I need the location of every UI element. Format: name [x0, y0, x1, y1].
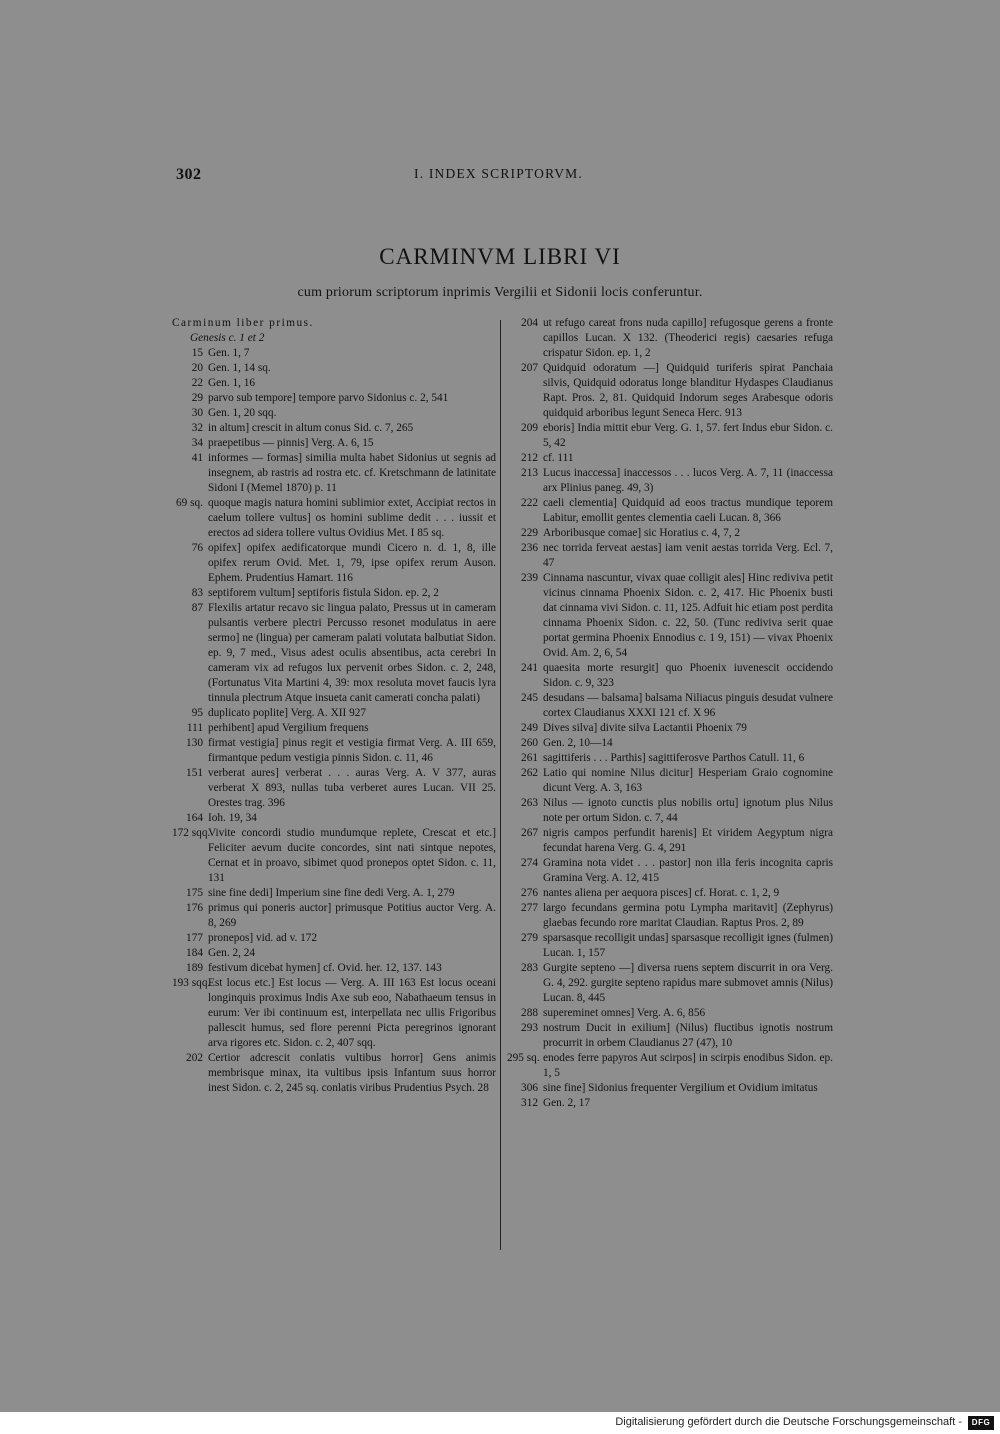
verse-number: 184	[186, 947, 203, 959]
index-entry	[172, 811, 496, 826]
entry-text: Dives silva] divite silva Lactantii Phoenix 79	[543, 722, 747, 734]
entry-text: nostrum Ducit in exilium] (Nilus) fluctibus ignotis nostrum procurrit in orbem Claudianus 27 (47), 10	[543, 1022, 833, 1049]
entry-text: sparsasque recolligit undas] sparsasque recolligit ignes (fulmen) Lucan. 1, 157	[543, 932, 833, 959]
index-entry	[507, 901, 833, 931]
index-entry	[172, 1051, 496, 1096]
verse-number: 229	[521, 527, 538, 539]
index-entry	[507, 1021, 833, 1051]
index-entry	[172, 946, 496, 961]
entry-text: largo fecundans germina potu Lympha maritavit] (Zephyrus) glaebas fecundo rore maritat Claudian. Raptus Pros. 2, 89	[543, 902, 833, 929]
verse-number: 239	[521, 572, 538, 584]
verse-number: 288	[521, 1007, 538, 1019]
verse-number: 175	[186, 887, 203, 899]
verse-number: 213	[521, 467, 538, 479]
entry-text: Gen. 1, 7	[208, 347, 250, 359]
index-entry	[172, 541, 496, 586]
index-entry	[172, 496, 496, 541]
verse-number: 306	[521, 1082, 538, 1094]
book-subheading: Genesis c. 1 et 2	[190, 332, 265, 344]
verse-number: 277	[521, 902, 538, 914]
entry-text: nigris campos perfundit harenis] Et viridem Aegyptum nigra fecundat harena Verg. G. 4, 291	[543, 827, 833, 854]
entry-text: Gen. 1, 20 sqq.	[208, 407, 277, 419]
entry-text: ut refugo careat frons nuda capillo] refugosque gerens a fronte capillos Lucan. X 132. (Theoderici regis) caesaries refuga crispatur Sidon. ep. 1, 2	[543, 317, 833, 359]
entry-text: septiforem vultum] septiforis fistula Sidon. ep. 2, 2	[208, 587, 439, 599]
index-entry	[507, 1006, 833, 1021]
entry-text: verberat aures] verberat . . . auras Verg. A. V 377, auras verberat X 893, nullas tuba verberet aures Lucan. VII 25. Orestes trag. 396	[208, 767, 496, 809]
footer-bar	[0, 1412, 1000, 1434]
entry-text: Nilus — ignoto cunctis plus nobilis ortu] ignotum plus Nilus note per ortum Sidon. c. 7, 44	[543, 797, 833, 824]
verse-number: 151	[186, 767, 203, 779]
index-entry	[172, 421, 496, 436]
entry-text: Latio qui nomine Nilus dicitur] Hesperiam Graio cognomine dicunt Verg. A. 3, 163	[543, 767, 833, 794]
verse-number: 189	[186, 962, 203, 974]
entry-text: quoque magis natura homini sublimior extet, Accipiat rectos in caelum tollere vultus] os homini sublime dedit . . . iussit et erectos ad sidera tollere vultus Ovidius Met. I 85 sq.	[208, 497, 496, 539]
index-entry	[172, 826, 496, 886]
verse-number: 193 sqq.	[172, 977, 211, 989]
entry-text: in altum] crescit in altum conus Sid. c. 7, 265	[208, 422, 414, 434]
verse-number: 32	[191, 422, 203, 434]
index-entry	[507, 661, 833, 691]
index-entry	[172, 361, 496, 376]
entry-text: Gen. 2, 24	[208, 947, 256, 959]
verse-number: 262	[521, 767, 538, 779]
entry-text: Gen. 1, 16	[208, 377, 256, 389]
entry-text: perhibent] apud Vergilium frequens	[208, 722, 369, 734]
index-entry	[172, 931, 496, 946]
verse-number: 274	[521, 857, 538, 869]
dfg-logo: DFG	[968, 1416, 994, 1430]
index-entry	[172, 586, 496, 601]
entry-text: nec torrida ferveat aestas] iam venit aestas torrida Verg. Ecl. 7, 47	[543, 542, 833, 569]
index-entry	[172, 886, 496, 901]
index-entry	[507, 886, 833, 901]
index-entry	[507, 961, 833, 1006]
verse-number: 176	[186, 902, 203, 914]
page-number: 302	[176, 166, 202, 183]
index-entry	[172, 346, 496, 361]
verse-number: 34	[191, 437, 203, 449]
column-divider	[500, 320, 501, 1250]
entry-text: informes — formas] similia multa habet Sidonius ut segnis ad insegnem, ab rastris ad rostra etc. cf. Kretschmann de latinitate Sidoni I (Memel 1870) p. 11	[208, 452, 496, 494]
verse-number: 249	[521, 722, 538, 734]
verse-number: 261	[521, 752, 538, 764]
entry-text: duplicato poplite] Verg. A. XII 927	[208, 707, 367, 719]
left-entries	[172, 346, 496, 1096]
verse-number: 283	[521, 962, 538, 974]
index-entry	[507, 1096, 833, 1111]
verse-number: 202	[186, 1052, 203, 1064]
index-entry	[507, 721, 833, 736]
entry-text: Ioh. 19, 34	[208, 812, 257, 824]
entry-text: nantes aliena per aequora pisces] cf. Horat. c. 1, 2, 9	[543, 887, 780, 899]
entry-text: sine fine] Sidonius frequenter Vergilium et Ovidium imitatus	[543, 1082, 818, 1094]
right-column	[507, 316, 833, 1111]
entry-text: enodes ferre papyros Aut scirpos] in scirpis enodibus Sidon. ep. 1, 5	[543, 1052, 833, 1079]
index-entry	[172, 901, 496, 931]
section-title: CARMINVM LIBRI VI	[379, 244, 621, 269]
verse-number: 209	[521, 422, 538, 434]
verse-number: 204	[521, 317, 538, 329]
entry-text: Gramina nota videt . . . pastor] non illa feris incognita capris Gramina Verg. A. 12, 415	[543, 857, 833, 884]
index-entry	[507, 421, 833, 451]
verse-number: 172 sqq.	[172, 827, 211, 839]
section-subtitle: cum priorum scriptorum inprimis Vergilii et Sidonii locis conferuntur.	[297, 285, 703, 300]
verse-number: 260	[521, 737, 538, 749]
index-entry	[507, 826, 833, 856]
index-entry	[507, 466, 833, 496]
index-entry	[172, 961, 496, 976]
verse-number: 30	[191, 407, 203, 419]
verse-number: 295 sq.	[507, 1052, 540, 1064]
entry-text: opifex] opifex aedificatorque mundi Cicero n. d. 1, 8, ille opifex rerum Ovid. Met. 1, 79, ipse opifex rerum Auson. Ephem. Prudentius Hamart. 116	[208, 542, 496, 584]
index-entry	[507, 1051, 833, 1081]
verse-number: 222	[521, 497, 538, 509]
index-entry	[172, 451, 496, 496]
entry-text: Flexilis artatur recavo sic lingua palato, Pressus ut in cameram pulsantis verbere plectri Percusso resonet modulatus in aere sermo] ne (lingua) per cameram palati volutata balbutiat Sidon. ep. 9, 7 med., Visus adest oculis absentibus, acta cerebri In cameram vix ad refugos lux pervenit orbes Sidon. c. 2, 248, (Fortunatus Vita Martini 4, 39: mox resoluta movet faucis lyra tinnula plectrum Atque insueta canit camerati concha palati)	[208, 602, 496, 704]
entry-text: Certior adcrescit conlatis vultibus horror] Gens animis membrisque minax, ita vultibus ipsis Infantum suus horror inest Sidon. c. 2, 245 sq. conlatis viribus Prudentius Psych. 28	[208, 1052, 496, 1094]
verse-number: 20	[191, 362, 203, 374]
entry-text: Est locus etc.] Est locus — Verg. A. III 163 Est locus oceani longinquis proximus Indis Axe sub eoo, Nabathaeum tensus in eurum: Ver ibi continuum est, interpellata nec ullis Frigoribus pallescit humus, sed flore perenni Picta peregrinos ignorant arva rigores etc. Sidon. c. 2, 407 sqq.	[208, 977, 496, 1049]
entry-text: Gen. 2, 17	[543, 1097, 591, 1109]
index-entry	[172, 391, 496, 406]
index-entry	[172, 436, 496, 451]
book-heading: Carminum liber primus.	[172, 317, 314, 329]
verse-number: 245	[521, 692, 538, 704]
left-column	[172, 316, 496, 1096]
entry-text: caeli clementia] Quidquid ad eoos tractus mundique teporem Labitur, emollit gentes clementia caeli Lucan. 8, 366	[543, 497, 833, 524]
entry-text: Gen. 2, 10—14	[543, 737, 613, 749]
verse-number: 164	[186, 812, 203, 824]
index-entry	[507, 496, 833, 526]
entry-text: pronepos] vid. ad v. 172	[208, 932, 318, 944]
index-entry	[507, 541, 833, 571]
verse-number: 69 sq.	[176, 497, 203, 509]
index-entry	[172, 601, 496, 706]
entry-text: sine fine dedi] Imperium sine fine dedi Verg. A. 1, 279	[208, 887, 455, 899]
entry-text: cf. 111	[543, 452, 574, 464]
index-entry	[172, 976, 496, 1051]
verse-number: 22	[191, 377, 203, 389]
entry-text: firmat vestigia] pinus regit et vestigia firmat Verg. A. III 659, firmantque pedum vestigia pinnis Sidon. c. 11, 46	[208, 737, 496, 764]
index-entry	[172, 406, 496, 421]
index-entry	[507, 796, 833, 826]
index-entry	[507, 736, 833, 751]
verse-number: 41	[191, 452, 203, 464]
verse-number: 207	[521, 362, 538, 374]
entry-text: Cinnama nascuntur, vivax quae colligit ales] Hinc rediviva petit vicinus cinnama Phoenix Sidon. c. 2, 417. Hic Phoenix busti dat cinnama vivi Sidon. c. 11, 125. Adfuit hic etiam post perdita cinnama Phoenix Sidon. c. 22, 50. (Tunc rediviva serit quae portat germina Phoenix Ennodius c. 1 9, 151) — vivax Phoenix Ovid. Am. 2, 6, 54	[543, 572, 833, 659]
verse-number: 236	[521, 542, 538, 554]
verse-number: 241	[521, 662, 538, 674]
verse-number: 267	[521, 827, 538, 839]
index-entry	[172, 736, 496, 766]
entry-text: Gurgite septeno —] diversa ruens septem discurrit in ora Verg. G. 4, 292. gurgite septeno rapidus mare submovet amnis (Nilus) Lucan. 8, 445	[543, 962, 833, 1004]
verse-number: 212	[521, 452, 538, 464]
entry-text: Arboribusque comae] sic Horatius c. 4, 7, 2	[543, 527, 741, 539]
verse-number: 177	[186, 932, 203, 944]
entry-text: Lucus inaccessa] inaccessos . . . lucos Verg. A. 7, 11 (inaccessa arx Plinius paneg. 49, 3)	[543, 467, 833, 494]
entry-text: Vivite concordi studio mundumque replete, Crescat et etc.] Feliciter aevum ducite concordes, sint nati sintque nepotes, Cernat et in proavo, sibimet quod pronepos optet Sidon. c. 11, 131	[208, 827, 496, 884]
entry-text: festivum dicebat hymen] cf. Ovid. her. 12, 137. 143	[208, 962, 442, 974]
entry-text: praepetibus — pinnis] Verg. A. 6, 15	[208, 437, 374, 449]
verse-number: 279	[521, 932, 538, 944]
index-entry	[507, 526, 833, 541]
index-entry	[172, 766, 496, 811]
entry-text: parvo sub tempore] tempore parvo Sidonius c. 2, 541	[208, 392, 449, 404]
index-entry	[172, 706, 496, 721]
index-entry	[507, 361, 833, 421]
verse-number: 29	[191, 392, 203, 404]
verse-number: 95	[191, 707, 203, 719]
right-entries	[507, 316, 833, 1111]
footer-text: Digitalisierung gefördert durch die Deutsche Forschungsgemeinschaft -	[615, 1416, 962, 1428]
running-head: I. INDEX SCRIPTORVM.	[414, 166, 583, 181]
verse-number: 263	[521, 797, 538, 809]
entry-text: sagittiferis . . . Parthis] sagittiferosve Parthos Catull. 11, 6	[543, 752, 805, 764]
entry-text: desudans — balsama] balsama Niliacus pinguis desudat vulnere cortex Claudianus XXXI 121 cf. X 96	[543, 692, 833, 719]
verse-number: 76	[191, 542, 203, 554]
index-entry	[507, 856, 833, 886]
entry-text: quaesita morte resurgit] quo Phoenix iuvenescit occidendo Sidon. c. 9, 323	[543, 662, 833, 689]
verse-number: 83	[191, 587, 203, 599]
index-entry	[507, 751, 833, 766]
index-entry	[507, 691, 833, 721]
verse-number: 130	[186, 737, 203, 749]
index-entry	[507, 1081, 833, 1096]
entry-text: Quidquid odoratum —] Quidquid turiferis spirat Panchaia silvis, Quidquid odoratus longe blanditur Hydaspes Claudianus Rapt. Pros. 2, 81. Quidquid Indorum seges Arabesque odoris quidquid arboribus legunt Seneca Herc. 913	[543, 362, 833, 419]
verse-number: 276	[521, 887, 538, 899]
verse-number: 293	[521, 1022, 538, 1034]
verse-number: 111	[186, 722, 203, 734]
index-entry	[507, 451, 833, 466]
entry-text: primus qui poneris auctor] primusque Potitius auctor Verg. A. 8, 269	[208, 902, 496, 929]
entry-text: supereminet omnes] Verg. A. 6, 856	[543, 1007, 706, 1019]
verse-number: 312	[521, 1097, 538, 1109]
index-entry	[507, 571, 833, 661]
entry-text: eboris] India mittit ebur Verg. G. 1, 57. fert Indus ebur Sidon. c. 5, 42	[543, 422, 833, 449]
verse-number: 15	[191, 347, 203, 359]
verse-number: 87	[191, 602, 203, 614]
index-entry	[507, 766, 833, 796]
index-entry	[507, 931, 833, 961]
index-entry	[172, 376, 496, 391]
entry-text: Gen. 1, 14 sq.	[208, 362, 271, 374]
index-entry	[507, 316, 833, 361]
index-entry	[172, 721, 496, 736]
